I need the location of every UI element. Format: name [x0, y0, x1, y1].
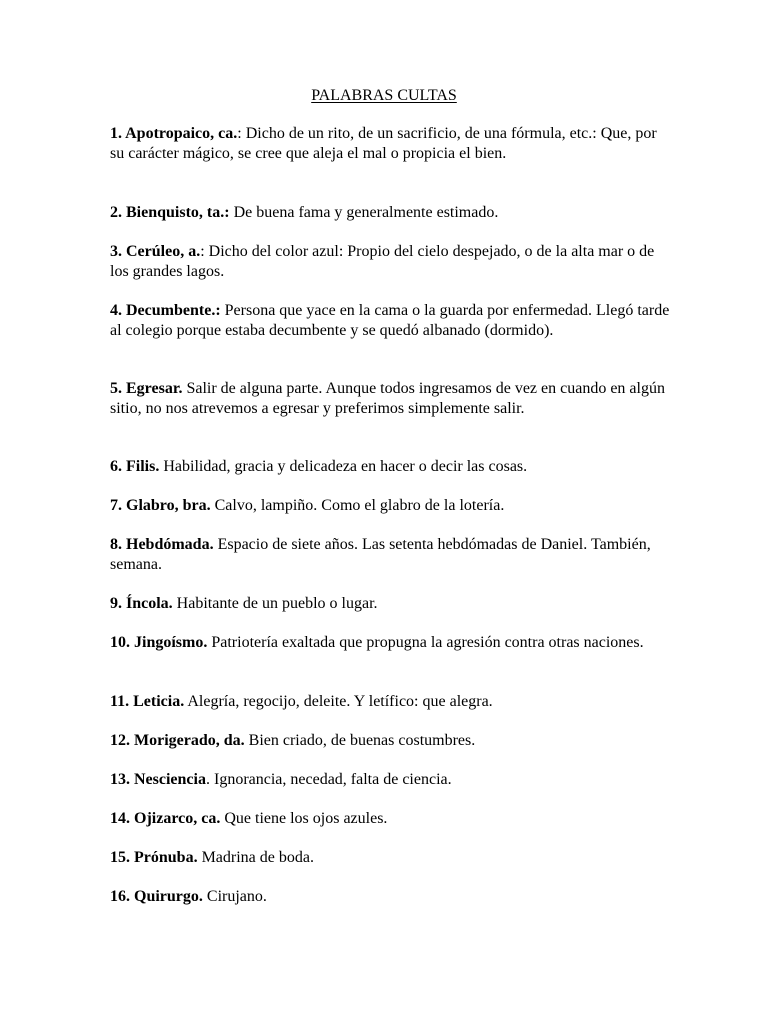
entry-definition: Persona que yace en la cama o la guarda por enfermedad. Llegó tarde al colegio porque estaba decumbente y se quedó albanado (dormido). — [110, 302, 670, 339]
entry-term: 10. Jingoísmo. — [110, 634, 208, 651]
entry-definition: Que tiene los ojos azules. — [220, 810, 388, 827]
entry-definition: . Ignorancia, necedad, falta de ciencia. — [205, 771, 452, 788]
entry-definition: De buena fama y generalmente estimado. — [229, 204, 499, 221]
entry-definition: : Dicho del color azul: Propio del cielo despejado, o de la alta mar o de los grandes lagos. — [110, 243, 655, 280]
entry-definition: Salir de alguna parte. Aunque todos ingresamos de vez en cuando en algún sitio, no nos atrevemos a egresar y preferimos simplemente salir. — [110, 380, 665, 417]
entry-8 — [110, 535, 670, 574]
entry-2 — [110, 203, 670, 223]
entry-definition: Calvo, lampiño. Como el glabro de la lotería. — [210, 497, 505, 514]
entry-12 — [110, 731, 670, 751]
entry-term: 15. Prónuba. — [110, 849, 198, 866]
entry-term: 9. Íncola. — [110, 595, 173, 612]
entry-term: 1. Apotropaico, ca. — [110, 125, 238, 142]
entry-5 — [110, 379, 670, 418]
entry-term: 7. Glabro, bra. — [110, 497, 211, 514]
entry-7 — [110, 496, 670, 516]
entry-definition: Cirujano. — [202, 888, 267, 905]
entry-3 — [110, 242, 670, 281]
entry-term: 14. Ojizarco, ca. — [110, 810, 221, 827]
entry-16 — [110, 887, 670, 907]
entry-definition: Patriotería exaltada que propugna la agresión contra otras naciones. — [207, 634, 644, 651]
entry-9 — [110, 594, 670, 614]
entry-term: 12. Morigerado, da. — [110, 732, 245, 749]
entry-1 — [110, 124, 670, 163]
entry-13 — [110, 770, 670, 790]
entry-11 — [110, 692, 670, 712]
entry-definition: Habilidad, gracia y delicadeza en hacer o decir las cosas. — [159, 458, 528, 475]
entry-14 — [110, 809, 670, 829]
entry-definition: : Dicho de un rito, de un sacrificio, de una fórmula, etc.: Que, por su carácter mágico, se cree que aleja el mal o propicia el bien. — [110, 125, 657, 162]
entry-term: 4. Decumbente.: — [110, 302, 221, 319]
entry-term: 3. Cerúleo, a. — [110, 243, 201, 260]
entry-definition: Bien criado, de buenas costumbres. — [244, 732, 476, 749]
entry-definition: Madrina de boda. — [197, 849, 314, 866]
entry-term: 2. Bienquisto, ta.: — [110, 204, 230, 221]
entry-term: 8. Hebdómada. — [110, 536, 214, 553]
page-title: PALABRAS CULTAS — [311, 87, 457, 104]
entry-4 — [110, 301, 670, 340]
entry-definition: Alegría, regocijo, deleite. Y letífico: que alegra. — [184, 693, 493, 710]
entry-15 — [110, 848, 670, 868]
entry-term: 5. Egresar. — [110, 380, 183, 397]
entry-term: 11. Leticia. — [110, 693, 185, 710]
entry-6 — [110, 457, 670, 477]
entry-definition: Habitante de un pueblo o lugar. — [172, 595, 378, 612]
entry-term: 6. Filis. — [110, 458, 160, 475]
entry-10 — [110, 633, 670, 653]
entry-term: 16. Quirurgo. — [110, 888, 203, 905]
entry-term: 13. Nesciencia — [110, 771, 206, 788]
entry-definition: Espacio de siete años. Las setenta hebdómadas de Daniel. También, semana. — [110, 536, 651, 573]
